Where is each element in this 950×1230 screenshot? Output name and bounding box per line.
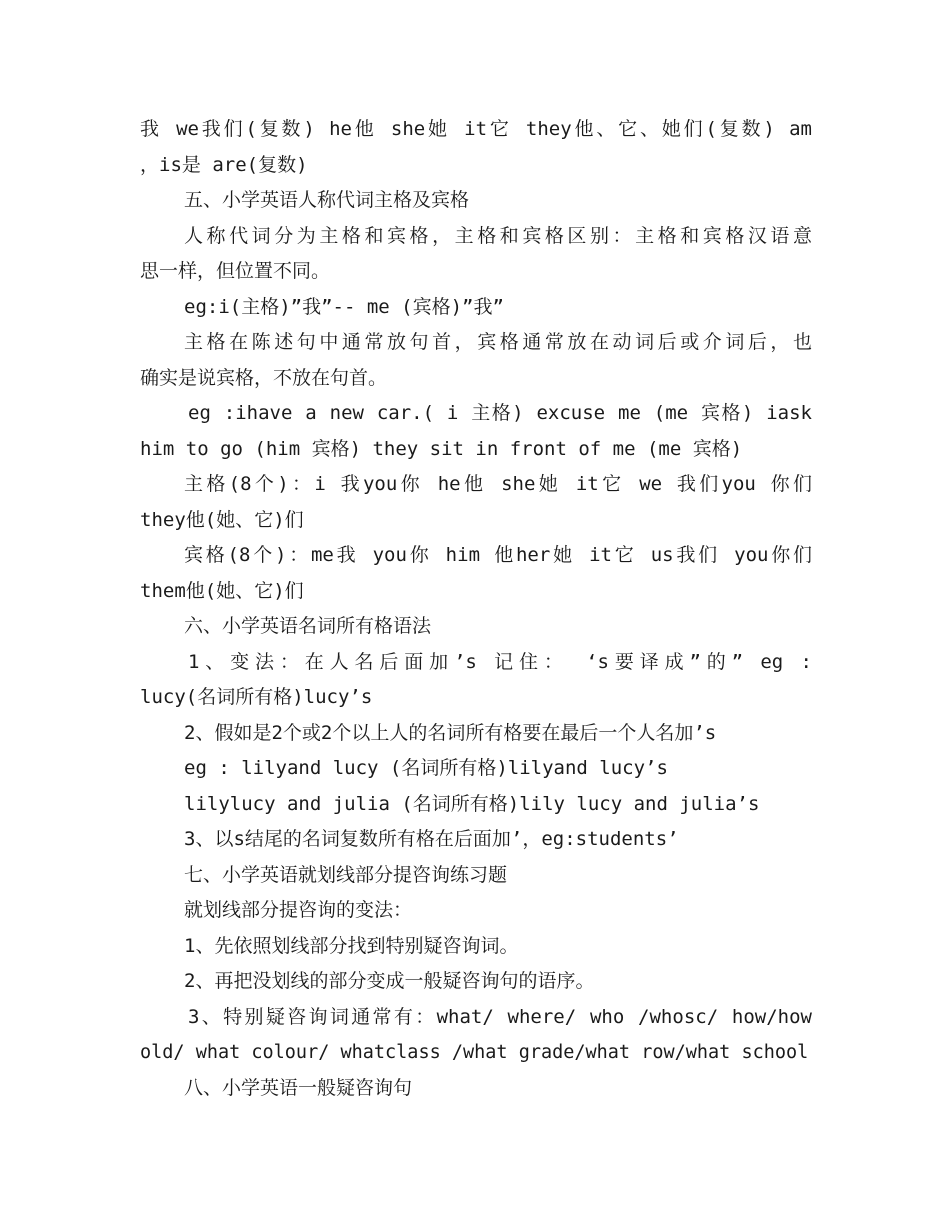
text-line-10: him to go (him 宾格) they sit in front of me (me 宾格) — [140, 437, 743, 460]
section-heading-6: 六、小学英语名词所有格语法 — [184, 615, 432, 637]
text-line-4: 人称代词分为主格和宾格，主格和宾格区别：主格和宾格汉语意 — [184, 224, 812, 247]
text-line-2: ，is是 are(复数) — [140, 153, 308, 176]
section-heading-7: 七、小学英语就划线部分提咨询练习题 — [184, 863, 508, 886]
text-line-26: 3、特别疑咨询词通常有：what/ where/ who /whosc/ how/how — [188, 1005, 812, 1028]
text-line-27: old/ what colour/ whatclass /what grade/what row/what school — [140, 1042, 809, 1063]
text-line-13: 宾格(8个)：me我 you你 him 他her她 it它 us我们 you你们 — [184, 544, 812, 566]
text-line-8: 确实是说宾格，不放在句首。 — [140, 366, 388, 389]
section-heading-5: 五、小学英语人称代词主格及宾格 — [184, 189, 470, 211]
text-line-24: 1、先依照划线部分找到特别疑咨询词。 — [184, 934, 519, 957]
text-line-23: 就划线部分提咨询的变法： — [184, 899, 413, 921]
text-line-16: 1、变法：在人名后面加’s 记住： ‘s要译成”的” eg : — [188, 650, 812, 673]
text-line-25: 2、再把没划线的部分变成一般疑咨询句的语序。 — [184, 970, 595, 992]
text-line-7: 主格在陈述句中通常放句首，宾格通常放在动词后或介词后，也 — [184, 331, 812, 353]
text-line-18: 2、假如是2个或2个以上人的名词所有格要在最后一个人名加’s — [184, 721, 717, 744]
text-line-1: 我 we我们(复数) he他 she她 it它 they他、它、她们(复数) am — [140, 118, 812, 140]
text-line-11: 主格(8个)：i 我you你 he他 she她 it它 we 我们you 你们 — [184, 473, 812, 495]
text-line-17: lucy(名词所有格)lucy’s — [140, 686, 373, 708]
text-line-20: lilylucy and julia (名词所有格)lily lucy and julia’s — [184, 792, 760, 815]
text-line-14: them他(她、它)们 — [140, 579, 304, 602]
text-line-6: eg:i(主格)”我”-- me (宾格)”我” — [184, 295, 504, 318]
text-line-19: eg : lilyand lucy (名词所有格)lilyand lucy’s — [184, 757, 668, 779]
text-line-9: eg :ihave a new car.( i 主格) excuse me (me 宾格) iask — [188, 402, 812, 424]
text-line-21: 3、以s结尾的名词复数所有格在后面加’，eg:students’ — [184, 828, 679, 850]
section-heading-8: 八、小学英语一般疑咨询句 — [184, 1076, 413, 1099]
document-page — [140, 112, 812, 1106]
text-line-5: 思一样，但位置不同。 — [140, 260, 331, 282]
text-line-12: they他(她、它)们 — [140, 508, 304, 531]
